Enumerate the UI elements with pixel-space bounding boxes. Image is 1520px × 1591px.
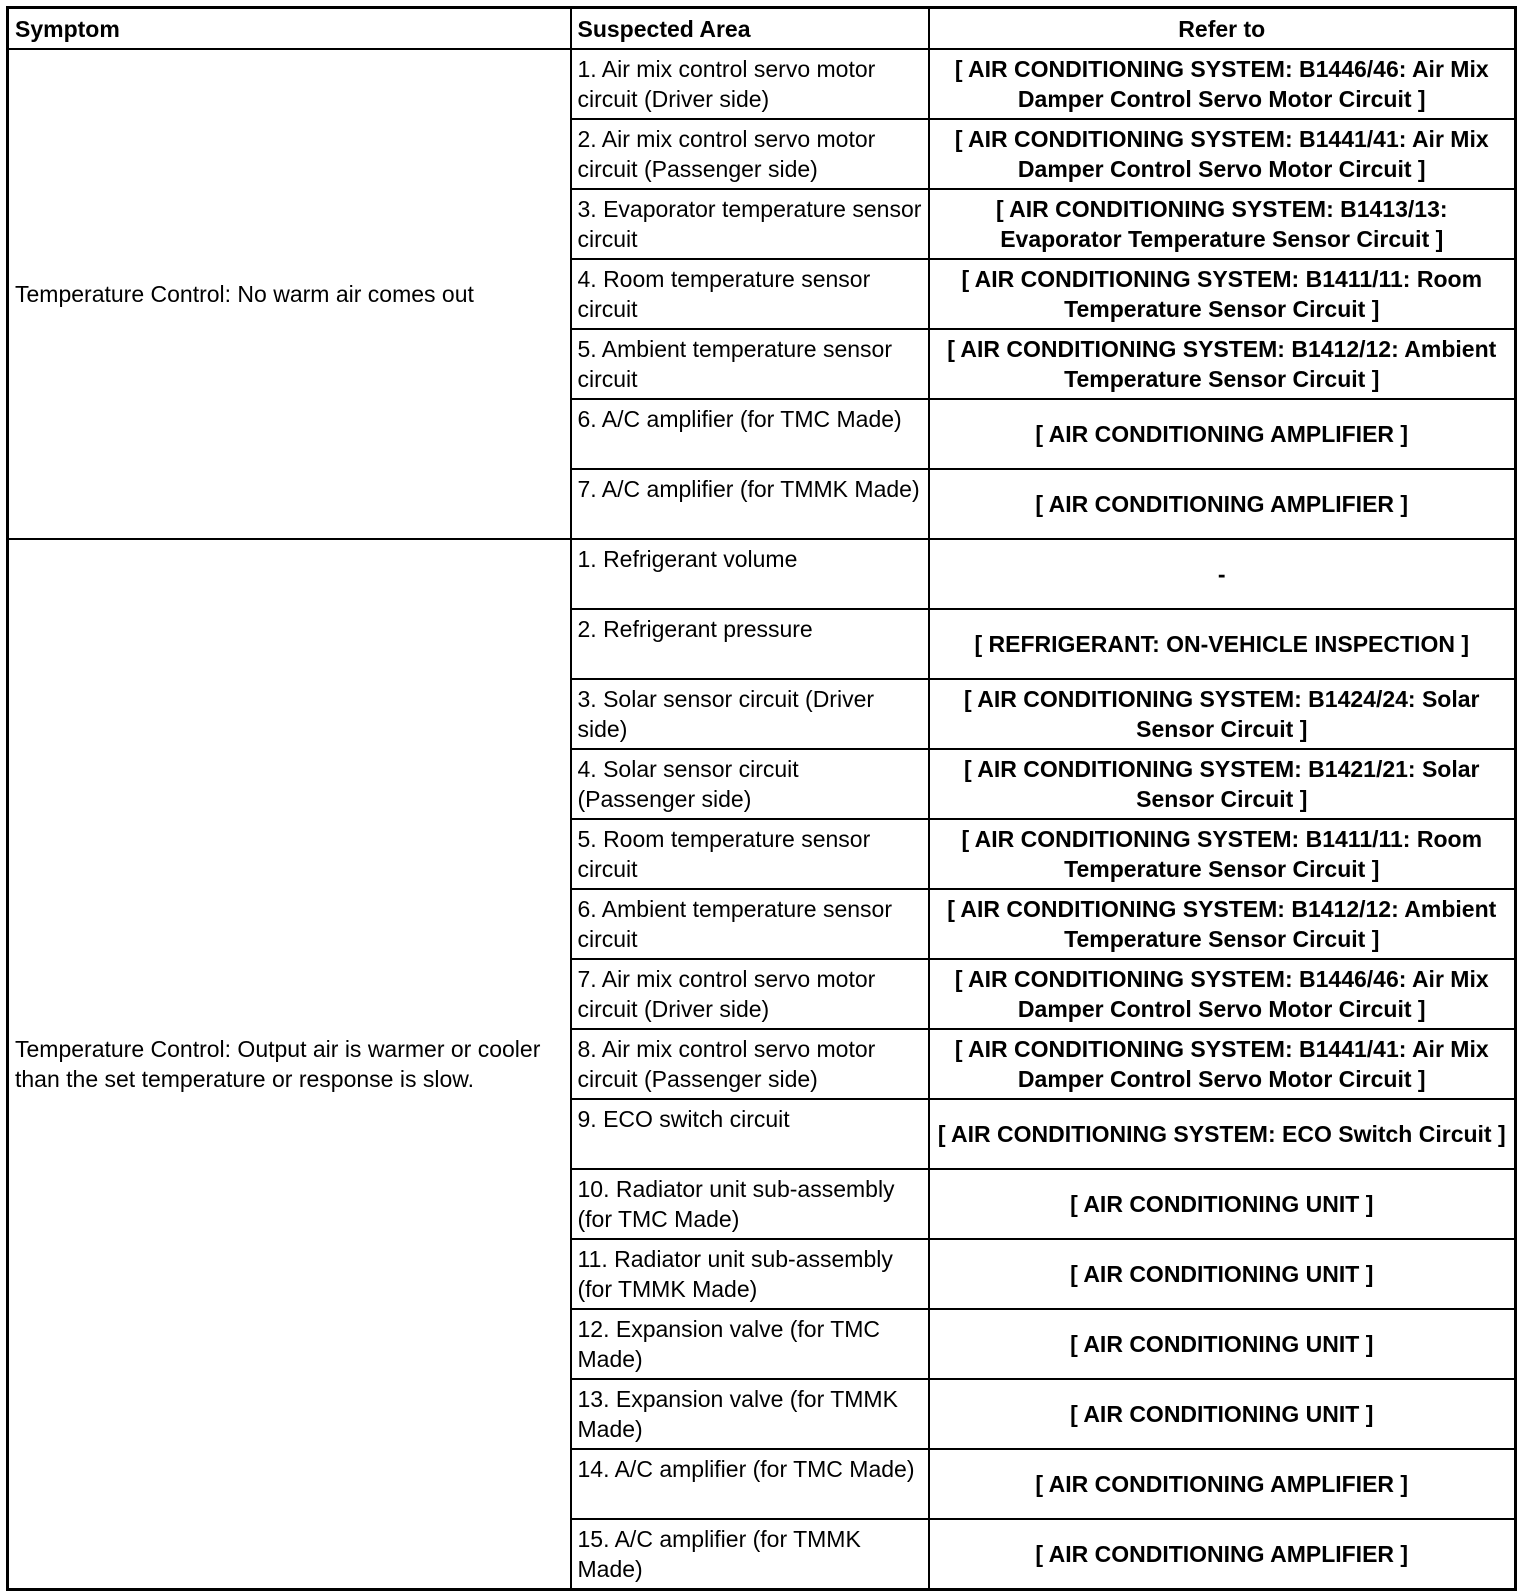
suspected-area-cell: 7. A/C amplifier (for TMMK Made) [571,469,929,539]
suspected-area-header: Suspected Area [571,8,929,50]
refer-to-cell: [ AIR CONDITIONING SYSTEM: ECO Switch Circuit ] [929,1099,1516,1169]
suspected-area-cell: 5. Room temperature sensor circuit [571,819,929,889]
refer-to-cell: [ AIR CONDITIONING SYSTEM: B1411/11: Room Temperature Sensor Circuit ] [929,259,1516,329]
refer-to-cell: [ AIR CONDITIONING AMPLIFIER ] [929,399,1516,469]
refer-to-cell: [ REFRIGERANT: ON-VEHICLE INSPECTION ] [929,609,1516,679]
suspected-area-cell: 1. Refrigerant volume [571,539,929,609]
table-body [8,49,1516,1590]
refer-to-header: Refer to [929,8,1516,50]
refer-to-cell: [ AIR CONDITIONING SYSTEM: B1412/12: Ambient Temperature Sensor Circuit ] [929,889,1516,959]
suspected-area-cell: 12. Expansion valve (for TMC Made) [571,1309,929,1379]
suspected-area-cell: 4. Solar sensor circuit (Passenger side) [571,749,929,819]
refer-to-cell: [ AIR CONDITIONING SYSTEM: B1411/11: Room Temperature Sensor Circuit ] [929,819,1516,889]
refer-to-cell: [ AIR CONDITIONING AMPLIFIER ] [929,469,1516,539]
suspected-area-cell: 9. ECO switch circuit [571,1099,929,1169]
suspected-area-cell: 4. Room temperature sensor circuit [571,259,929,329]
suspected-area-cell: 8. Air mix control servo motor circuit (Passenger side) [571,1029,929,1099]
header-row [8,8,1516,50]
suspected-area-cell: 5. Ambient temperature sensor circuit [571,329,929,399]
refer-to-cell: [ AIR CONDITIONING UNIT ] [929,1239,1516,1309]
suspected-area-cell: 7. Air mix control servo motor circuit (Driver side) [571,959,929,1029]
suspected-area-cell: 2. Air mix control servo motor circuit (Passenger side) [571,119,929,189]
refer-to-cell: [ AIR CONDITIONING SYSTEM: B1441/41: Air Mix Damper Control Servo Motor Circuit ] [929,119,1516,189]
refer-to-cell: [ AIR CONDITIONING AMPLIFIER ] [929,1519,1516,1590]
refer-to-cell: [ AIR CONDITIONING AMPLIFIER ] [929,1449,1516,1519]
refer-to-cell: [ AIR CONDITIONING SYSTEM: B1413/13: Evaporator Temperature Sensor Circuit ] [929,189,1516,259]
table-row [8,49,1516,119]
symptom-cell: Temperature Control: Output air is warmer or cooler than the set temperature or response is slow. [8,539,571,1590]
suspected-area-cell: 10. Radiator unit sub-assembly (for TMC Made) [571,1169,929,1239]
refer-to-cell: [ AIR CONDITIONING SYSTEM: B1446/46: Air Mix Damper Control Servo Motor Circuit ] [929,49,1516,119]
suspected-area-cell: 1. Air mix control servo motor circuit (Driver side) [571,49,929,119]
document-page [6,6,1517,1591]
refer-to-cell: [ AIR CONDITIONING SYSTEM: B1421/21: Solar Sensor Circuit ] [929,749,1516,819]
suspected-area-cell: 13. Expansion valve (for TMMK Made) [571,1379,929,1449]
refer-to-cell: [ AIR CONDITIONING UNIT ] [929,1169,1516,1239]
table-row [8,539,1516,609]
refer-to-cell: [ AIR CONDITIONING SYSTEM: B1424/24: Solar Sensor Circuit ] [929,679,1516,749]
troubleshooting-table [6,6,1517,1591]
suspected-area-cell: 2. Refrigerant pressure [571,609,929,679]
refer-to-cell: [ AIR CONDITIONING UNIT ] [929,1379,1516,1449]
refer-to-cell: - [929,539,1516,609]
suspected-area-cell: 6. A/C amplifier (for TMC Made) [571,399,929,469]
suspected-area-cell: 3. Evaporator temperature sensor circuit [571,189,929,259]
refer-to-cell: [ AIR CONDITIONING SYSTEM: B1441/41: Air Mix Damper Control Servo Motor Circuit ] [929,1029,1516,1099]
refer-to-cell: [ AIR CONDITIONING SYSTEM: B1412/12: Ambient Temperature Sensor Circuit ] [929,329,1516,399]
refer-to-cell: [ AIR CONDITIONING UNIT ] [929,1309,1516,1379]
suspected-area-cell: 3. Solar sensor circuit (Driver side) [571,679,929,749]
refer-to-cell: [ AIR CONDITIONING SYSTEM: B1446/46: Air Mix Damper Control Servo Motor Circuit ] [929,959,1516,1029]
suspected-area-cell: 14. A/C amplifier (for TMC Made) [571,1449,929,1519]
symptom-cell: Temperature Control: No warm air comes out [8,49,571,539]
symptom-header: Symptom [8,8,571,50]
suspected-area-cell: 15. A/C amplifier (for TMMK Made) [571,1519,929,1590]
suspected-area-cell: 6. Ambient temperature sensor circuit [571,889,929,959]
suspected-area-cell: 11. Radiator unit sub-assembly (for TMMK Made) [571,1239,929,1309]
table-header [8,8,1516,50]
